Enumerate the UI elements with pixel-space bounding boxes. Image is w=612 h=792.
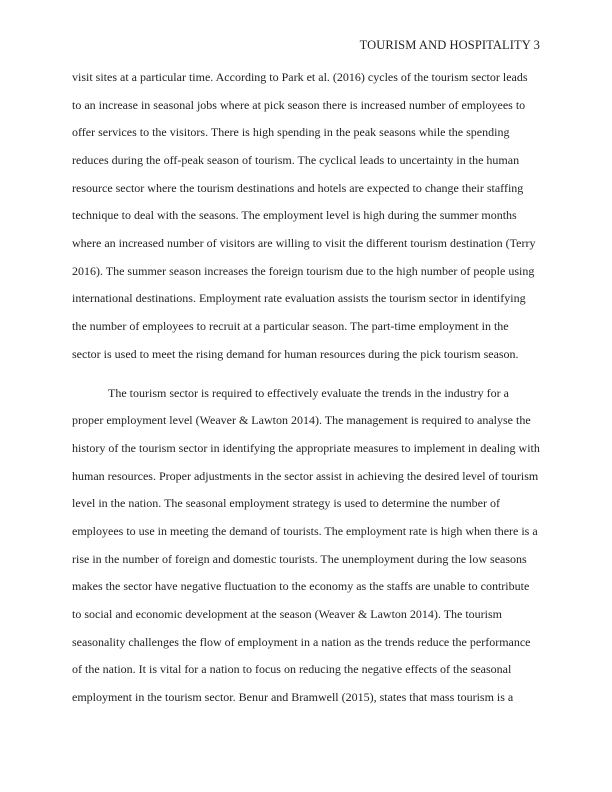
text-line: technique to deal with the seasons. The employment level is high during the summer months — [72, 208, 517, 222]
text-line: sector is used to meet the rising demand for human resources during the pick tourism season. — [72, 347, 519, 361]
text-line: employment in the tourism sector. Benur and Bramwell (2015), states that mass tourism is a — [72, 690, 514, 704]
running-head: TOURISM AND HOSPITALITY 3 — [359, 38, 540, 52]
text-line: human resources. Proper adjustments in the sector assist in achieving the desired level of tourism — [72, 469, 539, 483]
text-line: to an increase in seasonal jobs where at pick season there is increased number of employees to — [72, 98, 526, 112]
text-line: offer services to the visitors. There is high spending in the peak seasons while the spending — [72, 125, 510, 139]
text-line: of the nation. It is vital for a nation to focus on reducing the negative effects of the seasonal — [72, 662, 512, 676]
text-line: 2016). The summer season increases the foreign tourism due to the high number of people using — [72, 264, 535, 278]
text-line: level in the nation. The seasonal employment strategy is used to determine the number of — [72, 496, 500, 510]
text-line: where an increased number of visitors are willing to visit the different tourism destination (Terry — [72, 236, 536, 250]
text-line: seasonality challenges the flow of employment in a nation as the trends reduce the performance — [72, 635, 531, 649]
text-line: to social and economic development at the season (Weaver & Lawton 2014). The tourism — [72, 607, 503, 621]
text-line: The tourism sector is required to effectively evaluate the trends in the industry for a — [108, 386, 509, 400]
text-line: international destinations. Employment rate evaluation assists the tourism sector in identifying — [72, 291, 526, 305]
text-line: employees to use in meeting the demand of tourists. The employment rate is high when there is a — [72, 524, 538, 538]
text-line: reduces during the off-peak season of tourism. The cyclical leads to uncertainty in the human — [72, 153, 520, 167]
text-line: the number of employees to recruit at a particular season. The part-time employment in the — [72, 319, 509, 333]
text-line: makes the sector have negative fluctuation to the economy as the staffs are unable to contribute — [72, 579, 530, 593]
text-line: resource sector where the tourism destinations and hotels are expected to change their staffing — [72, 181, 524, 195]
text-line: rise in the number of foreign and domestic tourists. The unemployment during the low seasons — [72, 552, 527, 566]
text-line: proper employment level (Weaver & Lawton 2014). The management is required to analyse the — [72, 413, 531, 427]
text-line: visit sites at a particular time. According to Park et al. (2016) cycles of the tourism sector leads — [72, 70, 528, 84]
text-line: history of the tourism sector in identifying the appropriate measures to implement in dealing with — [72, 441, 540, 455]
